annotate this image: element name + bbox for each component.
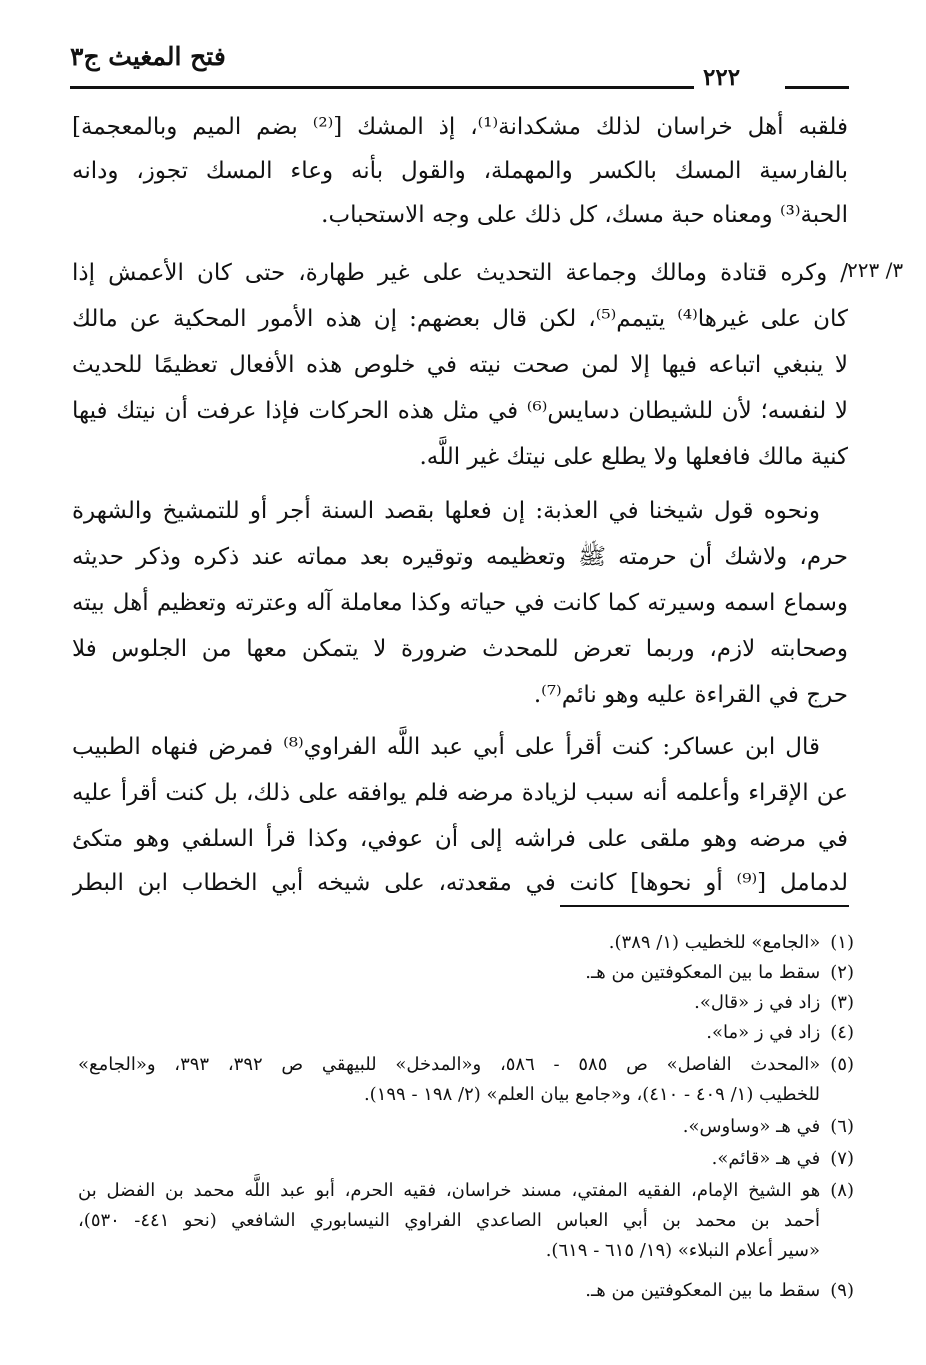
footnote-8 (78, 1176, 854, 1206)
text-line: بالفارسية المسك بالكسر والمهملة، والقول بأنه وعاء المسك تجوز، ودانه (72, 158, 848, 184)
footnote-text: في هـ «وساوس». (682, 1116, 821, 1137)
text-line: لا لنفسه؛ لأن للشيطان دسايس⁽⁶⁾ في مثل هذه الحركات فإذا عرفت أن نيتك فيها (72, 398, 848, 424)
footnote-text: سقط ما بين المعكوفتين من هـ. (585, 962, 821, 983)
footnote-number: (٥) (830, 1054, 855, 1075)
header-rule (70, 86, 694, 89)
running-title: فتح المغيث ج٣ (70, 42, 226, 71)
footnote-3 (78, 988, 854, 1018)
text-line: ونحوه قول شيخنا في العذبة: إن فعلها بقصد السنة أجر أو للتمشيخ والشهرة (72, 498, 820, 524)
text-line: حرم، ولاشك أن حرمته ﷺ وتعظيمه وتوقيره بعد مماته عند ذكره وذكر حديثه (72, 544, 848, 570)
footnote-5-continued: للخطيب (١/ ٤٠٩ - ٤١٠)، و«جامع بيان العلم» (٢/ ١٩٨ - ١٩٩). (363, 1084, 820, 1105)
footnote-8-continued: «سير أعلام النبلاء» (١٩/ ٦١٥ - ٦١٩). (545, 1240, 820, 1261)
footnote-number: (١) (830, 932, 854, 953)
text-line: وصحابته لازم، وربما تعرض للمحدث ضرورة لا يتمكن معها من الجلوس فلا (72, 636, 848, 662)
page-number: ٢٢٢ (703, 64, 741, 91)
margin-reference: ٣/ ٢٢٣ (847, 258, 904, 282)
text-line: كان على غيرها⁽⁴⁾ يتيمم⁽⁵⁾، لكن قال بعضهم: إن هذه الأمور المحكية عن مالك (72, 306, 848, 332)
footnote-7 (78, 1144, 854, 1174)
footnote-number: (٣) (830, 992, 854, 1013)
footnote-text: في هـ «قائم». (711, 1148, 821, 1169)
text-line: قال ابن عساكر: كنت أقرأ على أبي عبد اللَّه الفراوي⁽⁸⁾ فمرض فنهاه الطبيب (72, 734, 820, 760)
footnote-5 (78, 1050, 854, 1080)
footnote-text: زاد في ز «قال». (694, 992, 821, 1013)
footnote-text: «المحدث الفاصل» ص ٥٨٥ - ٥٨٦، و«المدخل» للبيهقي ص ٣٩٢، ٣٩٣، و«الجامع» (78, 1054, 821, 1075)
text-line: لدمامل [⁽⁹⁾ أو نحوها] كانت في مقعدته، على شيخه أبي الخطاب ابن البطر (72, 870, 848, 896)
footnote-6 (78, 1112, 854, 1142)
footnote-text: هو الشيخ الإمام، الفقيه المفتي، مسند خراسان، فقيه الحرم، أبو عبد اللَّه محمد بن الفضل بن (78, 1180, 821, 1201)
text-line: / وكره قتادة ومالك وجماعة التحديث على غير طهارة، حتى كان الأعمش إذا (72, 260, 848, 286)
text-line: كنية مالك فافعلها ولا يطلع على نيتك غير اللَّه. (419, 444, 848, 470)
footnote-text: «الجامع» للخطيب (١/ ٣٨٩). (608, 932, 821, 953)
footnote-number: (٨) (830, 1180, 854, 1201)
footnote-number: (٤) (830, 1022, 854, 1043)
footnote-separator (560, 905, 849, 907)
footnote-1 (78, 928, 854, 958)
footnote-number: (٩) (830, 1280, 854, 1301)
footnote-text: زاد في ز «ما». (706, 1022, 821, 1043)
header-rule-right (785, 86, 849, 89)
text-line: لا ينبغي اتباعه فيها إلا لمن صحت نيته في خلوص هذه الأفعال تعظيمًا للحديث (72, 352, 848, 378)
text-line: في مرضه وهو ملقى على فراشه إلى أن عوفي، وكذا قرأ السلفي وهو متكئ (72, 826, 848, 852)
footnote-8-continued: أحمد بن محمد بن أبي العباس الصاعدي الفراوي النيسابوري الشافعي (نحو ٤٤١- ٥٣٠)، (78, 1210, 820, 1231)
footnote-2 (78, 958, 854, 988)
footnote-number: (٧) (830, 1148, 854, 1169)
footnote-9 (78, 1276, 854, 1306)
footnote-number: (٢) (830, 962, 854, 983)
footnote-4 (78, 1018, 854, 1048)
text-line: عن الإقراء وأعلمه أنه سبب لزيادة مرضه فلم يوافقه على ذلك، بل كنت أقرأ عليه (72, 780, 848, 806)
text-line: وسماع اسمه وسيرته كما كانت في حياته وكذا معاملة آله وعترته وتعظيم أهل بيته (72, 590, 848, 616)
text-line: فلقبه أهل خراسان لذلك مشكدانة⁽¹⁾، إذ المشك [⁽²⁾ بضم الميم وبالمعجمة] (72, 114, 848, 140)
text-line: الحبة⁽³⁾ ومعناه حبة مسك، كل ذلك على وجه الاستحباب. (321, 202, 848, 228)
footnote-text: سقط ما بين المعكوفتين من هـ. (585, 1280, 821, 1301)
footnote-number: (٦) (830, 1116, 854, 1137)
text-line: حرج في القراءة عليه وهو نائم⁽⁷⁾. (533, 682, 848, 708)
